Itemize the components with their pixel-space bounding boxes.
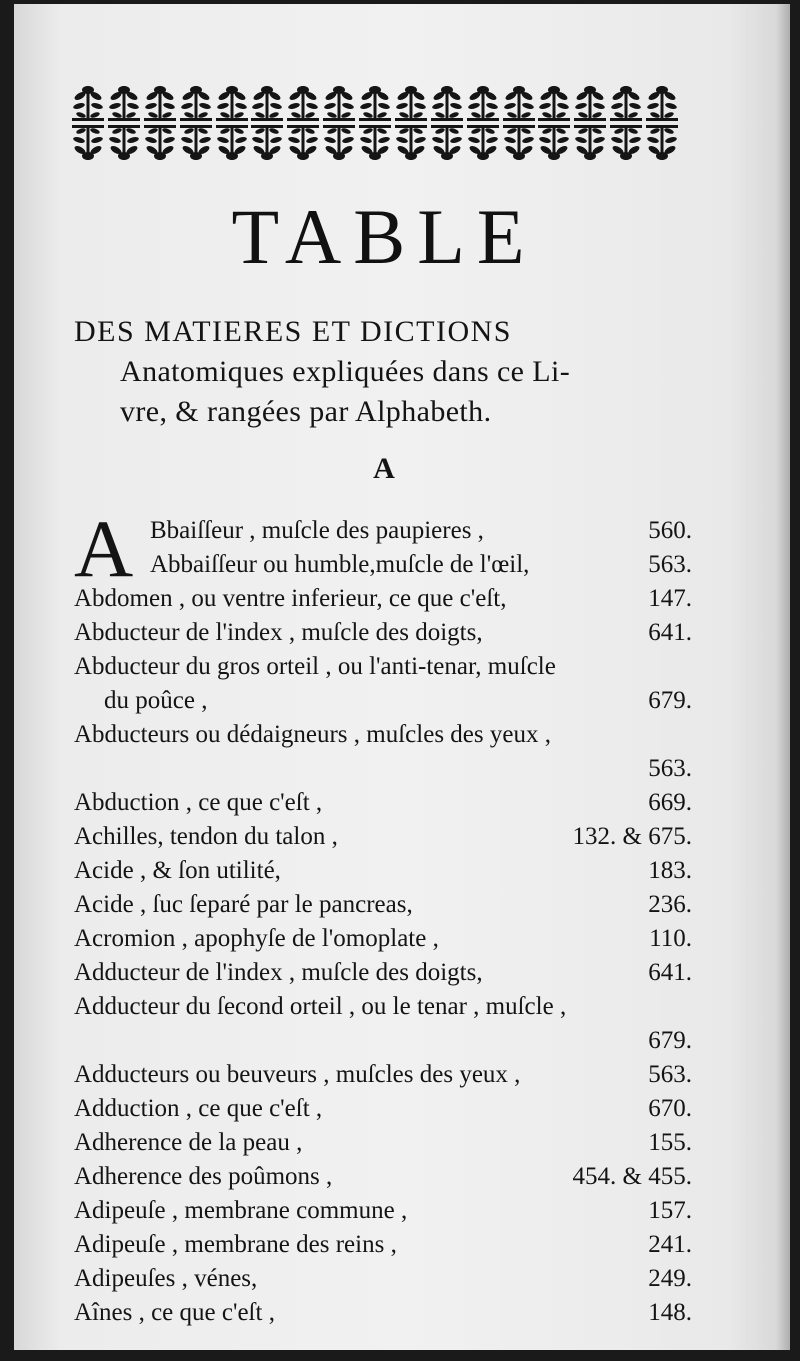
entry-page: 249. <box>648 1265 692 1292</box>
entry-page: 641. <box>648 619 692 646</box>
fleuron-band-icon <box>574 84 606 121</box>
index-entry <box>74 684 692 718</box>
fleuron-band-icon <box>287 125 319 162</box>
index-entry <box>74 548 692 582</box>
index-entry <box>74 1296 692 1330</box>
fleuron-band-icon <box>180 84 212 121</box>
index-entry <box>74 820 692 854</box>
fleuron-band-icon <box>108 84 140 121</box>
index-entry <box>74 1092 692 1126</box>
entry-page: 641. <box>648 959 692 986</box>
fleuron-band-icon <box>431 84 463 121</box>
fleuron-band-icon <box>574 125 606 162</box>
entry-page: 670. <box>648 1095 692 1122</box>
entry-page: 669. <box>648 789 692 816</box>
entry-text: Adducteur du ſecond orteil , ou le tenar , muſcle , <box>74 993 567 1020</box>
entry-page: 560. <box>648 517 692 544</box>
index-entry <box>74 616 692 650</box>
section-letter: A <box>373 452 395 485</box>
entry-text: Abducteur du gros orteil , ou l'anti-tenar, muſcle <box>74 653 556 680</box>
index-entry <box>74 1160 692 1194</box>
entry-text: Abducteurs ou dédaigneurs , muſcles des yeux , <box>74 721 551 748</box>
entry-page: 110. <box>649 925 692 952</box>
fleuron-band-icon <box>72 125 104 162</box>
index-entries <box>74 514 692 1330</box>
index-entry <box>74 752 692 786</box>
page-edge-shadow <box>776 4 790 1350</box>
fleuron-band-icon <box>108 125 140 162</box>
page-subtitle <box>74 312 704 432</box>
book-page <box>14 4 790 1350</box>
entry-text: Abduction , ce que c'eſt , <box>74 789 323 816</box>
entry-page: 679. <box>648 1027 692 1054</box>
fleuron-band-icon <box>431 125 463 162</box>
fleuron-band-icon <box>251 84 283 121</box>
index-entry <box>74 1228 692 1262</box>
fleuron-band-icon <box>610 84 642 121</box>
index-entry <box>74 650 692 684</box>
entry-text: Abbaiſſeur ou humble,muſcle de l'œil, <box>150 551 530 578</box>
index-entry <box>74 1024 692 1058</box>
index-entry <box>74 1194 692 1228</box>
index-entry <box>74 990 692 1024</box>
fleuron-band-icon <box>359 125 391 162</box>
entry-text: Adipeuſes , vénes, <box>74 1265 258 1292</box>
fleuron-band-icon <box>216 84 248 121</box>
drop-cap: A <box>74 503 134 594</box>
fleuron-band-icon <box>180 125 212 162</box>
fleuron-band-icon <box>503 84 535 121</box>
ornament-row-top <box>72 84 678 121</box>
fleuron-band-icon <box>323 84 355 121</box>
entry-page: 454. & 455. <box>572 1163 692 1190</box>
subtitle-line-2: Anatomiques expliquées dans ce Li- <box>120 355 571 388</box>
entry-page: 155. <box>648 1129 692 1156</box>
entry-text: Acide , & ſon utilité, <box>74 857 281 884</box>
index-entry <box>74 854 692 888</box>
fleuron-band-icon <box>144 84 176 121</box>
ornament-row-bottom <box>72 125 678 162</box>
index-entry <box>74 888 692 922</box>
subtitle-line-3: vre, & rangées par Alphabeth. <box>120 395 492 428</box>
fleuron-band-icon <box>323 125 355 162</box>
fleuron-band-icon <box>395 84 427 121</box>
fleuron-band-icon <box>538 84 570 121</box>
fleuron-band-icon <box>538 125 570 162</box>
fleuron-band-icon <box>395 125 427 162</box>
entry-text: Adducteur de l'index , muſcle des doigts, <box>74 959 483 986</box>
index-entry <box>74 582 692 616</box>
entry-page: 241. <box>648 1231 692 1258</box>
index-entry <box>74 1126 692 1160</box>
entry-text <box>74 1027 104 1054</box>
entry-text: Adipeuſe , membrane commune , <box>74 1197 408 1224</box>
entry-page: 147. <box>648 585 692 612</box>
entry-page: 563. <box>648 551 692 578</box>
fleuron-band-icon <box>503 125 535 162</box>
fleuron-band-icon <box>467 125 499 162</box>
entry-text: du poûce , <box>104 687 208 714</box>
entry-text: Achilles, tendon du talon , <box>74 823 338 850</box>
entry-text: Aînes , ce que c'eſt , <box>74 1299 275 1326</box>
index-entry <box>74 718 692 752</box>
subtitle-line-1: DES MATIERES ET DICTIONS <box>74 315 512 348</box>
entry-page: 132. & 675. <box>572 823 692 850</box>
fleuron-band-icon <box>144 125 176 162</box>
index-entry <box>74 786 692 820</box>
entry-text: Acromion , apophyſe de l'omoplate , <box>74 925 439 952</box>
entry-page: 183. <box>648 857 692 884</box>
entry-text: Adduction , ce que c'eſt , <box>74 1095 323 1122</box>
entry-page: 148. <box>648 1299 692 1326</box>
index-entry <box>74 1058 692 1092</box>
fleuron-band-icon <box>287 84 319 121</box>
entry-text: Adipeuſe , membrane des reins , <box>74 1231 397 1258</box>
entry-text <box>74 755 104 782</box>
index-entry <box>74 1262 692 1296</box>
fleuron-band-icon <box>467 84 499 121</box>
entry-text: Bbaiſſeur , muſcle des paupieres , <box>150 517 484 544</box>
fleuron-band-icon <box>251 125 283 162</box>
fleuron-band-icon <box>646 84 678 121</box>
fleuron-band-icon <box>359 84 391 121</box>
index-entry <box>74 922 692 956</box>
index-entry <box>74 514 692 548</box>
entry-text: Abducteur de l'index , muſcle des doigts, <box>74 619 483 646</box>
entry-page: 563. <box>648 1061 692 1088</box>
ornament-band <box>72 84 678 162</box>
page-title: TABLE <box>231 193 537 280</box>
entry-text: Adherence de la peau , <box>74 1129 303 1156</box>
entry-text: Adducteurs ou beuveurs , muſcles des yeux , <box>74 1061 521 1088</box>
fleuron-band-icon <box>216 125 248 162</box>
index-entry <box>74 956 692 990</box>
entry-page: 157. <box>648 1197 692 1224</box>
entry-text: Acide , ſuc ſeparé par le pancreas, <box>74 891 413 918</box>
fleuron-band-icon <box>646 125 678 162</box>
entry-page: 563. <box>648 755 692 782</box>
entry-text: Adherence des poûmons , <box>74 1163 333 1190</box>
entry-page: 236. <box>648 891 692 918</box>
entry-page: 679. <box>648 687 692 714</box>
fleuron-band-icon <box>610 125 642 162</box>
entry-text: Abdomen , ou ventre inferieur, ce que c'eſt, <box>74 585 507 612</box>
fleuron-band-icon <box>72 84 104 121</box>
